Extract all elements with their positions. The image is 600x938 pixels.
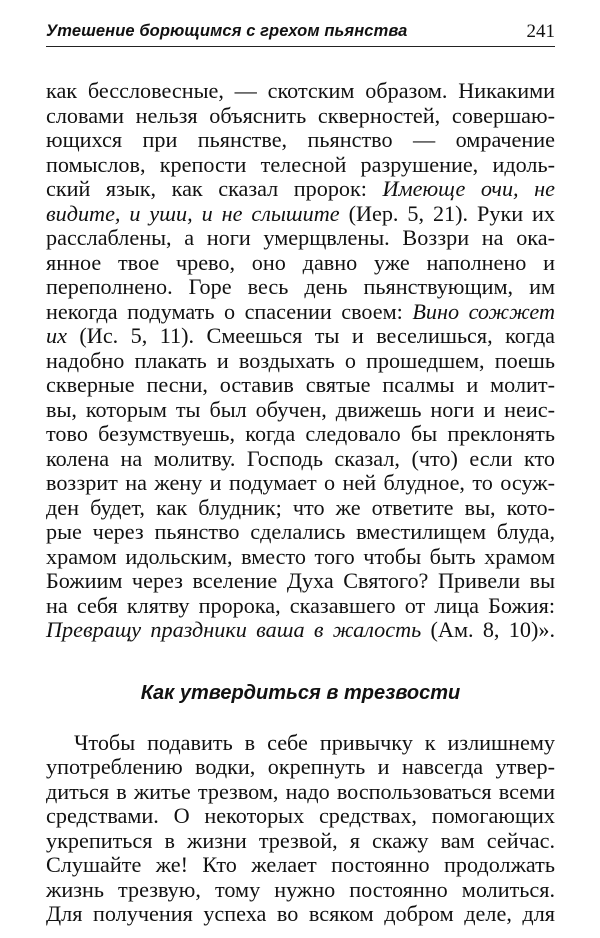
text-line (46, 251, 555, 276)
text-run: диться в житье трезвом, надо воспользоваться всеми (46, 778, 555, 804)
text-line (46, 496, 555, 521)
text-line (46, 104, 555, 129)
text-run: рые через пьянство сделались вместилищем блуда, (46, 519, 555, 544)
text-line (46, 349, 555, 374)
text-line (46, 731, 555, 756)
text-line (46, 275, 555, 300)
text-line (46, 447, 555, 472)
text-run: вы, которым ты был обучен, движешь ноги и неис- (46, 396, 555, 422)
text-run: воззрит на жену и подумает о ней блудное, то осуж- (46, 470, 555, 495)
text-run: на себя клятву пророка, сказавшего от лица Божия: (46, 592, 555, 618)
text-line (46, 780, 555, 805)
text-run: переполнено. Горе весь день пьянствующим, им (46, 274, 555, 299)
text-run: словами нельзя объяснить скверностей, совершаю- (46, 102, 555, 128)
book-page (46, 14, 555, 927)
text-line (46, 398, 555, 423)
text-line (46, 520, 555, 545)
text-line (46, 755, 555, 780)
text-line (46, 202, 555, 227)
text-run: скверные песни, оставив святые псалмы и молит- (46, 372, 555, 397)
text-run: средствами. О некоторых средствах, помогающих (46, 803, 555, 828)
text-run: ющихся при пьянстве, пьянство — омрачение (46, 127, 555, 152)
text-line (46, 226, 555, 251)
text-run: ден будет, как блудник; что же ответите вы, кото- (46, 494, 555, 520)
paragraph-1 (46, 79, 555, 643)
text-run: (Ам. 8, 10)». (421, 617, 555, 642)
running-title: Утешение борющимся с грехом пьянства (46, 22, 408, 40)
italic-quote: Превращу праздники ваша в жалость (46, 617, 422, 642)
text-line (46, 422, 555, 447)
italic-quote: Имеюще очи, не (382, 176, 555, 201)
text-run: янное твое чрево, оно давно уже наполнено и (46, 249, 555, 275)
italic-quote: видите, и уши, и не слышите (46, 200, 340, 226)
text-line (46, 878, 555, 903)
text-run: расслаблены, а ноги умерщвлены. Воззри на ока- (46, 225, 555, 250)
text-line (46, 79, 555, 104)
text-run: жизнь трезвую, тому нужно постоянно молиться. (46, 876, 555, 902)
text-run: укрепиться в жизни трезвой, я скажу вам сейчас. (46, 827, 555, 853)
text-run: Божиим через вселение Духа Святого? Привели вы (46, 568, 555, 593)
text-line (46, 569, 555, 594)
text-run: (Иер. 5, 21). Руки их (339, 200, 555, 226)
text-run: употреблению водки, окрепнуть и навсегда утвер- (46, 754, 555, 779)
text-run: (Ис. 5, 11). Смеешься ты и веселишься, когда (66, 323, 555, 348)
text-run: некогда подумать о спасении своем: (46, 298, 413, 324)
page-number: 241 (526, 21, 555, 42)
text-line (46, 545, 555, 570)
text-run: тово безумствуешь, когда следовало бы преклонять (46, 421, 555, 446)
paragraph-2 (46, 731, 555, 927)
text-run: колена на молитву. Господь сказал, (что) если кто (46, 445, 555, 471)
page-header (46, 14, 555, 47)
text-run: Чтобы подавить в себе привычку к излишнему (74, 729, 555, 755)
text-line (46, 902, 555, 927)
text-run: надобно плакать и воздыхать о прошедшем, поешь (46, 347, 555, 373)
text-line (46, 177, 555, 202)
text-run: Для получения успеха во всяком добром деле, для (46, 901, 555, 926)
italic-quote: их (46, 323, 67, 348)
text-run: помыслов, крепости телесной разрушение, идоль- (46, 151, 555, 177)
text-line (46, 594, 555, 619)
text-run: как бессловесные, — скотским образом. Никакими (46, 78, 555, 103)
text-line (46, 300, 555, 325)
text-line (46, 471, 555, 496)
text-line (46, 829, 555, 854)
text-line (46, 853, 555, 878)
text-run: храмом идольским, вместо того чтобы быть храмом (46, 543, 555, 569)
text-line (46, 153, 555, 178)
text-line (46, 128, 555, 153)
text-line (46, 804, 555, 829)
italic-quote: Вино сожжет (412, 298, 555, 324)
text-line (46, 373, 555, 398)
text-line (46, 324, 555, 349)
section-heading: Как утвердиться в трезвости (140, 681, 461, 704)
text-line (46, 618, 555, 643)
text-run: Слушайте же! Кто желает постоянно продолжать (46, 852, 555, 877)
text-run: ский язык, как сказал пророк: (46, 176, 383, 201)
